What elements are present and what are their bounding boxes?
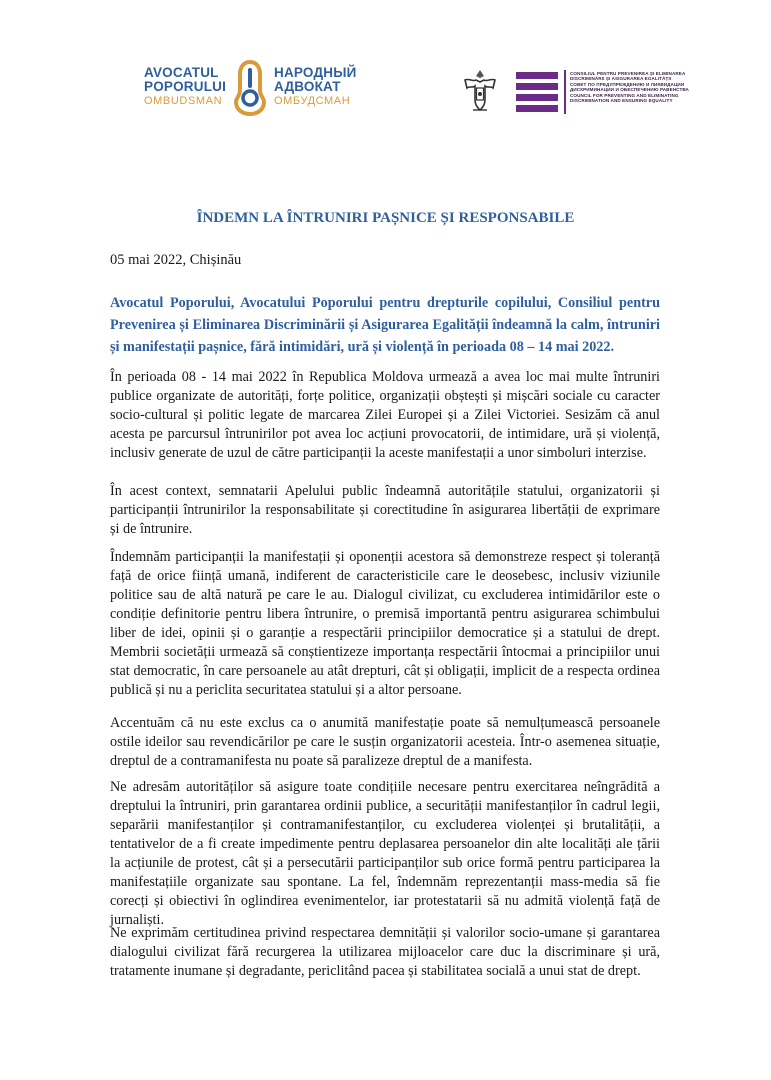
document-title: ÎNDEMN LA ÎNTRUNIRI PAȘNICE ȘI RESPONSABILE	[196, 210, 575, 226]
equality-council-name: CONSILIUL PENTRU PREVENIREA ȘI ELIMINAREA DISCRIMINĂRII ȘI ASIGURAREA EGALITĂȚII СОВЕТ ПО ПРЕДУПРЕЖДЕНИЮ И ЛИКВИДАЦИИ ДИСКРИМИНАЦИИ И ОБЕСПЕЧЕНИЮ РАВЕНСТВА COUNCIL FOR PREVENTING AND ELIMINATING DISCRIMINATION AND ENSURING EQUALITY	[564, 70, 686, 114]
coat-of-arms-icon	[461, 68, 499, 114]
body-paragraph: Ne exprimăm certitudinea privind respectarea demnității și valorilor socio-umane și garantarea dialogului civilizat fără recurgerea la utilizarea mijloacelor care duc la discriminare și ură, tratamente inumane și degradante, periclitând pacea și stabilitatea socială a unui stat de drept.	[110, 925, 660, 979]
hand-icon	[230, 60, 270, 116]
ombudsman-logo	[144, 60, 364, 120]
document-date: 05 mai 2022, Chișinău	[110, 252, 242, 268]
body-paragraph: Îndemnăm participanții la manifestații și oponenții acestora să demonstreze respect și toleranță față de orice ființă umană, indiferent de caracteristicile care le deosebesc, inclusiv viziunile politice sau de altă natură pe care le au. Dialogul civilizat, cu excluderea intimidărilor este o condiție definitorie pentru libera întrunire, o premisă importantă pentru asigurarea schimbului liber de idei, opinii și o garanție a respectării principiilor democratice și a statului de drept. Membrii societății urmează să conștientizeze importanța respectării întocmai a principiilor unui stat democratic, în care persoanele au atât drepturi, cât și obligații, implicit de a respecta ordinea publică și nu a periclita securitatea statului și a altor persoane.	[110, 549, 660, 698]
body-paragraph: În perioada 08 - 14 mai 2022 în Republica Moldova urmează a avea loc mai multe întruniri publice organizate de autorități, forțe politice, organizații obștești și mișcări sociale cu caracter socio-cultural și politic legate de marcarea Zilei Europei și a Zilei Victoriei. Sesizăm că anul acesta pe parcursul întrunirilor pot avea loc acțiuni provocatorii, de intimidare, ură și violență, inclusiv generate de uzul de către participanții la aceste manifestații a unor simboluri interzise.	[110, 369, 660, 461]
body-paragraph: Ne adresăm autorităților să asigure toate condițiile necesare pentru exercitarea neîngrădită a dreptului la întruniri, prin garantarea ordinii publice, a securității manifestanților în cadrul legii, separării manifestanților și contramanifestanților, cu excluderea violenței și brutalității, a tentativelor de a fi create impedimente pentru deplasarea persoanelor din alte localități ale țării la acțiunile de protest, cât și a persecutării participanților sub orice formă pentru participarea la manifestațiile organizate sau spontane. La fel, îndemnăm reprezentanții mass-media să fie corecți și obiectivi în oglindirea evenimentelor, iar protestatarii să nu admită violență față de jurnaliști.	[110, 779, 660, 928]
intro-paragraph: Avocatul Poporului, Avocatului Poporului pentru drepturile copilului, Consiliul pentru Prevenirea și Eliminarea Discriminării și Asigurarea Egalității îndeamnă la calm, întruniri și manifestații pașnice, fără intimidări, ură și violență în perioada 08 – 14 mai 2022.	[110, 295, 660, 355]
body-paragraph: În acest context, semnatarii Apelului public îndeamnă autoritățile statului, organizatorii și participanții întrunirilor la responsabilitate și corectitudine în asigurarea libertății de exprimare și de întrunire.	[110, 483, 660, 537]
body-paragraph: Accentuăm că nu este exclus ca o anumită manifestație poate să nemulțumească persoanele ostile ideilor sau revendicărilor pe care le susțin organizatorii acesteia. Într-o asemenea situație, dreptul de a contramanifesta nu poate să paralizeze dreptul de a manifesta.	[110, 715, 660, 769]
equality-council-bars-icon	[514, 70, 560, 114]
ombudsman-name-ru: НАРОДНЫЙ АДВОКАТ ОМБУДСМАН	[274, 65, 357, 107]
ombudsman-name-ro: AVOCATUL POPORULUI OMBUDSMAN	[144, 65, 227, 107]
